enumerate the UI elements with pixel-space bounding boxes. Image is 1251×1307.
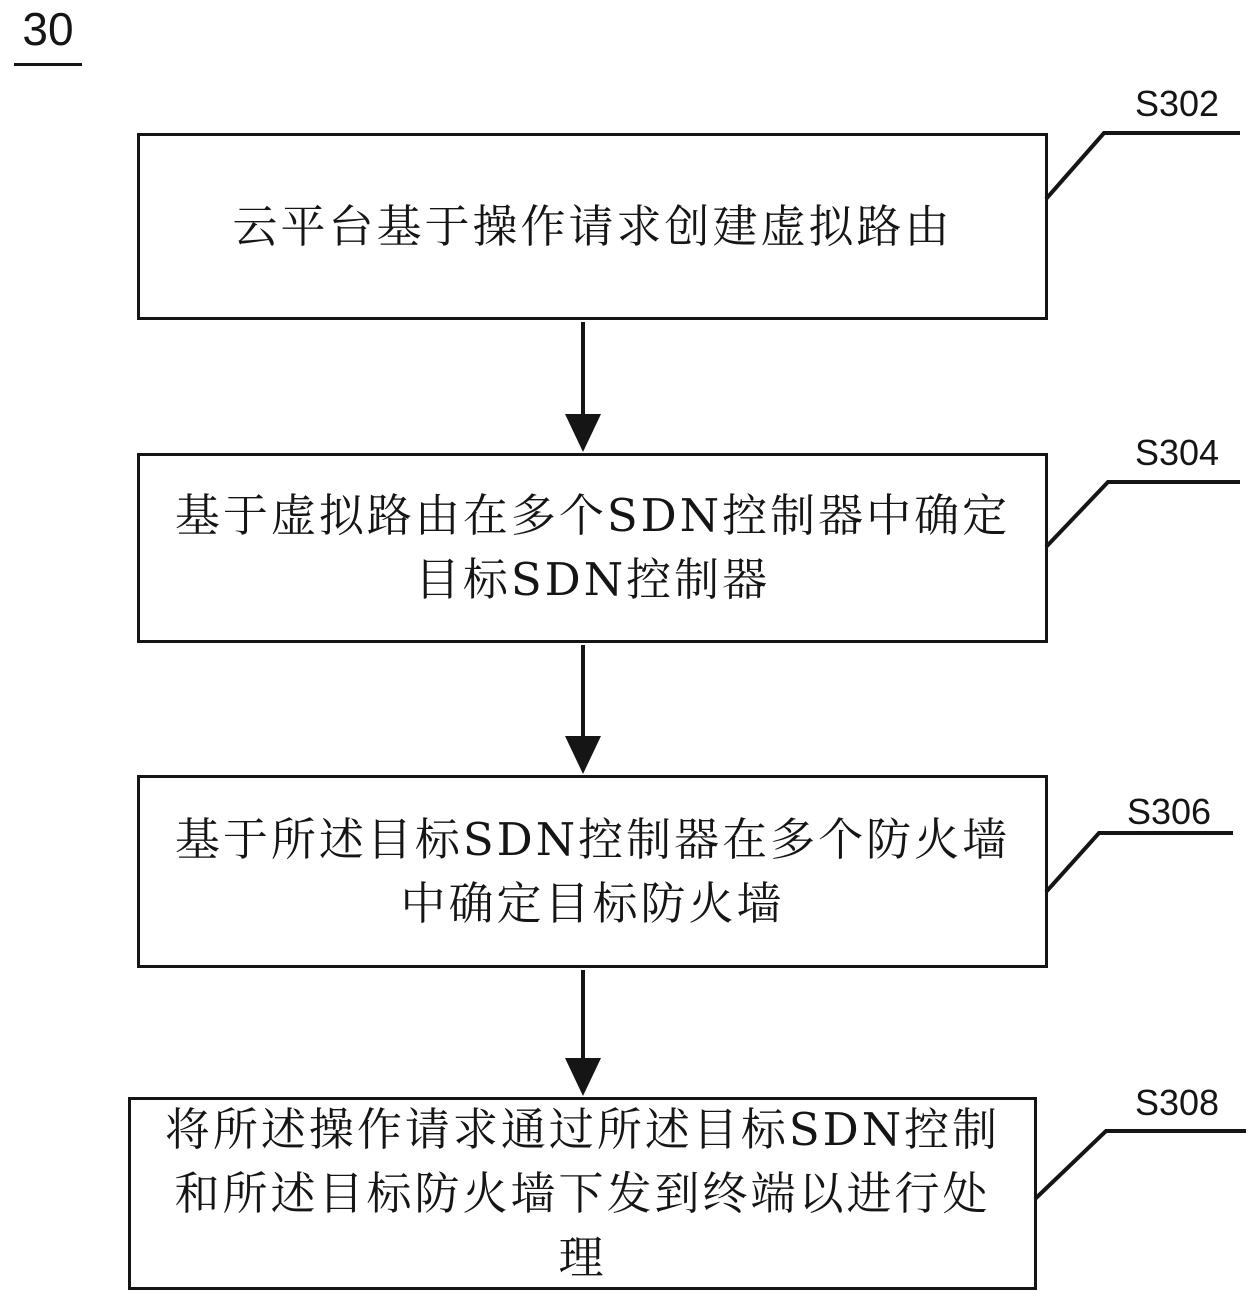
step-id-label-s308: S308 — [1134, 1082, 1220, 1123]
figure-number-label: 30 — [14, 4, 82, 66]
down-arrow-icon — [565, 322, 601, 452]
step-id-label-s302: S302 — [1134, 83, 1220, 124]
leader-line-s302 — [1046, 133, 1240, 199]
down-arrow-icon — [565, 970, 601, 1096]
flow-step-text: 将所述操作请求通过所述目标SDN控制 和所述目标防火墙下发到终端以进行处 理 — [164, 1102, 1001, 1284]
step-id-label-s306: S306 — [1126, 791, 1212, 832]
flow-step-text: 基于所述目标SDN控制器在多个防火墙 中确定目标防火墙 — [174, 812, 1011, 930]
flow-step-box-s304 — [137, 453, 1048, 643]
flow-step-box-s302 — [137, 133, 1048, 320]
flow-step-box-s308 — [128, 1097, 1037, 1290]
leader-line-s306 — [1046, 833, 1233, 892]
flow-step-text: 云平台基于操作请求创建虚拟路由 — [232, 199, 953, 253]
leader-line-s308 — [1035, 1131, 1246, 1199]
leader-line-s304 — [1046, 482, 1240, 547]
step-id-label-s304: S304 — [1134, 432, 1220, 473]
down-arrow-icon — [565, 645, 601, 774]
flow-step-box-s306 — [137, 775, 1048, 968]
flow-step-text: 基于虚拟路由在多个SDN控制器中确定 目标SDN控制器 — [174, 489, 1011, 606]
